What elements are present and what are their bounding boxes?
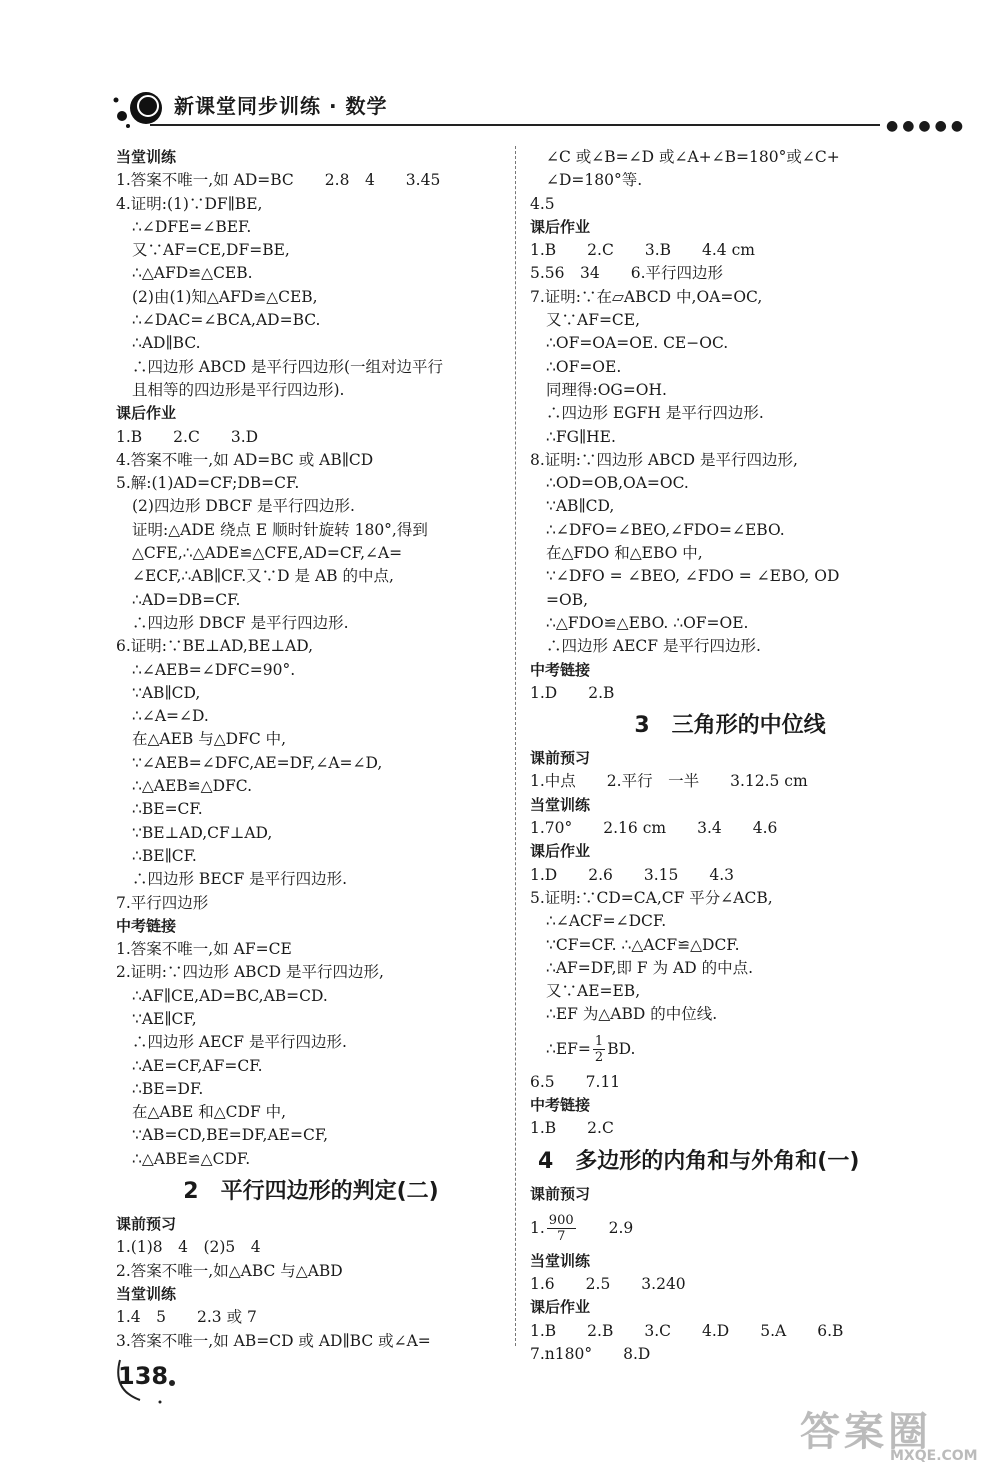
answer-line: 在△FDO 和△EBO 中, <box>546 544 703 563</box>
answer-line: △CFE,∴△ADE≌△CFE,AD=CF,∠A= <box>132 544 403 563</box>
answer-line: 1.D 2.B <box>530 683 615 702</box>
fraction-numerator: 900 <box>548 1213 574 1229</box>
answer-line: 4.5 <box>530 194 555 213</box>
answer-line: ∠D=180°等. <box>546 171 643 190</box>
section-heading: 当堂训练 <box>530 795 591 814</box>
answer-line: ∵AB∥CD, <box>546 497 615 516</box>
answer-line: ∵CF=CF. ∴△ACF≌△DCF. <box>546 935 740 954</box>
answer-line: ∴OF=OA=OE. CE−OC. <box>546 334 729 353</box>
answer-line: ∵∠DFO = ∠BEO, ∠FDO = ∠EBO, OD <box>546 567 840 586</box>
answer-line: 7.证明:∵在▱ABCD 中,OA=OC, <box>530 287 763 306</box>
answer-line: 1.4 5 2.3 或 7 <box>116 1308 257 1327</box>
fraction-denominator: 7 <box>557 1229 566 1245</box>
fraction-denominator: 2 <box>594 1050 604 1066</box>
answer-line: ∴∠ACF=∠DCF. <box>546 912 667 931</box>
answer-line: 2.答案不唯一,如△ABC 与△ABD <box>116 1261 343 1280</box>
answer-line: 5.解:(1)AD=CF;DB=CF. <box>116 474 300 493</box>
fraction-numerator: 1 <box>594 1034 604 1050</box>
answer-line: ∴四边形 BECF 是平行四边形. <box>132 870 348 889</box>
chapter-title: 4 多边形的内角和与外角和(一) <box>538 1148 860 1174</box>
answer-line: ∴△AEB≌△DFC. <box>132 777 253 796</box>
answer-line: 且相等的四边形是平行四边形). <box>132 380 345 399</box>
answer-line: ∴FG∥HE. <box>546 427 616 446</box>
answer-line-with-fraction <box>530 1206 930 1250</box>
answer-line: 8.证明:∵四边形 ABCD 是平行四边形, <box>530 450 798 469</box>
answer-line: 1.70° 2.16 cm 3.4 4.6 <box>530 819 778 838</box>
answer-line: ∴AF=DF,即 F 为 AD 的中点. <box>546 958 754 977</box>
answer-text: ∴EF= <box>546 1039 591 1058</box>
answer-line: 1.答案不唯一,如 AF=CE <box>116 940 292 959</box>
answer-line: 5.证明:∵CD=CA,CF 平分∠ACB, <box>530 888 773 907</box>
answer-line: ∴AF∥CE,AD=BC,AB=CD. <box>132 986 328 1005</box>
answer-line: ∴AD∥BC. <box>132 334 201 353</box>
chapter-title: 3 三角形的中位线 <box>634 713 826 739</box>
answer-line: (2)由(1)知△AFD≌△CEB, <box>132 287 318 306</box>
answer-line: ∴△ABE≌△CDF. <box>132 1149 251 1168</box>
answer-line: 1.6 2.5 3.240 <box>530 1275 686 1294</box>
answer-line: ∴四边形 ABCD 是平行四边形(一组对边平行 <box>132 357 444 376</box>
chapter-title: 2 平行四边形的判定(二) <box>183 1179 439 1205</box>
answer-line: 又∵AE=EB, <box>546 982 641 1001</box>
answer-text: 2.9 <box>577 1218 634 1237</box>
answer-line: ∴∠DFO=∠BEO,∠FDO=∠EBO. <box>546 520 785 539</box>
answer-line: ∴∠DAC=∠BCA,AD=BC. <box>132 311 321 330</box>
answer-line: 6.证明:∵BE⊥AD,BE⊥AD, <box>116 637 314 656</box>
section-heading: 课前预习 <box>530 749 591 768</box>
answer-line: ∴BE=CF. <box>132 800 203 819</box>
column-divider <box>515 146 516 1346</box>
left-column <box>116 146 506 1353</box>
answer-line: ∴EF 为△ABD 的中位线. <box>546 1005 718 1024</box>
section-heading: 当堂训练 <box>116 148 177 166</box>
answer-line: 1.B 2.B 3.C 4.D 5.A 6.B <box>530 1321 844 1340</box>
answer-line: 4.答案不唯一,如 AD=BC 或 AB∥CD <box>116 450 374 469</box>
answer-line: ∴BE∥CF. <box>132 846 197 865</box>
section-heading: 课后作业 <box>116 404 177 423</box>
answer-line: ∴BE=DF. <box>132 1079 204 1098</box>
fraction <box>547 1213 576 1244</box>
answer-line: 7.n180° 8.D <box>530 1345 651 1364</box>
header-dots: ●●●●● <box>886 118 968 134</box>
answer-line: 1.B 2.C 3.D <box>116 427 259 446</box>
answer-text: 1. <box>530 1218 545 1237</box>
section-heading: 课后作业 <box>530 842 591 861</box>
section-heading: 当堂训练 <box>116 1284 177 1303</box>
answer-line: ∴△FDO≌△EBO. ∴OF=OE. <box>546 613 749 632</box>
answer-line: ∠ECF,∴AB∥CF.又∵D 是 AB 的中点, <box>132 567 394 586</box>
fraction <box>593 1034 605 1065</box>
answer-line: 7.平行四边形 <box>116 893 209 912</box>
answer-line: 1.答案不唯一,如 AD=BC 2.8 4 3.45 <box>116 171 441 190</box>
answer-line: 1.B 2.C 3.B 4.4 cm <box>530 241 755 260</box>
answer-line: ∴OD=OB,OA=OC. <box>546 474 689 493</box>
answer-line: 4.证明:(1)∵DF∥BE, <box>116 194 263 213</box>
section-heading: 当堂训练 <box>530 1251 591 1270</box>
answer-line: ∴AE=CF,AF=CF. <box>132 1056 263 1075</box>
answer-line: ∴∠AEB=∠DFC=90°. <box>132 660 296 679</box>
answer-line: ∴AD=DB=CF. <box>132 590 241 609</box>
answer-line: ∴四边形 EGFH 是平行四边形. <box>546 404 764 423</box>
section-heading: 中考链接 <box>116 916 177 935</box>
watermark-logo: 答案圈 <box>800 1409 932 1455</box>
section-heading: 课后作业 <box>530 1298 591 1317</box>
answer-line: 2.证明:∵四边形 ABCD 是平行四边形, <box>116 963 384 982</box>
answer-line: ∴四边形 AECF 是平行四边形. <box>546 637 761 656</box>
answer-line: ∴∠A=∠D. <box>132 707 209 726</box>
watermark-url: MXQE.COM <box>890 1448 978 1464</box>
answer-line: 证明:△ADE 绕点 E 顺时针旋转 180°,得到 <box>132 520 428 539</box>
answer-line: ∴四边形 DBCF 是平行四边形. <box>132 613 349 632</box>
answer-line: ∵AE∥CF, <box>132 1009 197 1028</box>
watermark <box>800 1400 990 1470</box>
section-heading: 课后作业 <box>530 217 591 236</box>
answer-line-with-fraction <box>530 1027 930 1071</box>
answer-line: (2)四边形 DBCF 是平行四边形. <box>132 497 355 516</box>
answer-line: ∵AB∥CD, <box>132 683 201 702</box>
header-divider <box>150 124 880 126</box>
section-heading: 课前预习 <box>116 1215 177 1234</box>
answer-line: 在△ABE 和△CDF 中, <box>132 1103 287 1122</box>
answer-line: 1.中点 2.平行 一半 3.12.5 cm <box>530 772 808 791</box>
answer-line: ∴∠DFE=∠BEF. <box>132 217 252 236</box>
answer-line: ∴OF=OE. <box>546 357 622 376</box>
answer-line: ∵∠AEB=∠DFC,AE=DF,∠A=∠D, <box>132 753 383 772</box>
answer-line: 5.56 34 6.平行四边形 <box>530 264 724 283</box>
answer-line: ∴△AFD≌△CEB. <box>132 264 253 283</box>
answer-line: ∵BE⊥AD,CF⊥AD, <box>132 823 273 842</box>
section-heading: 课前预习 <box>530 1184 591 1203</box>
answer-line: ∵AB=CD,BE=DF,AE=CF, <box>132 1126 329 1145</box>
answer-line: 在△AEB 与△DFC 中, <box>132 730 287 749</box>
answer-line: ∠C 或∠B=∠D 或∠A+∠B=180°或∠C+ <box>546 148 840 166</box>
answer-line: 又∵AF=CE, <box>546 311 641 330</box>
answer-text: BD. <box>607 1039 636 1058</box>
answer-line: 3.答案不唯一,如 AB=CD 或 AD∥BC 或∠A= <box>116 1331 431 1350</box>
answer-line: 1.(1)8 4 (2)5 4 <box>116 1238 261 1257</box>
answer-line: 6.5 7.11 <box>530 1072 621 1091</box>
section-heading: 中考链接 <box>530 660 591 679</box>
answer-line: 又∵AF=CE,DF=BE, <box>132 241 290 260</box>
right-column <box>530 146 930 1366</box>
page-header <box>110 80 968 150</box>
book-title: 新课堂同步训练 · 数学 <box>174 94 388 118</box>
answer-line: =OB, <box>546 590 589 609</box>
answer-line: 1.B 2.C <box>530 1119 614 1138</box>
section-heading: 中考链接 <box>530 1095 591 1114</box>
answer-line: 同理得:OG=OH. <box>546 380 667 399</box>
answer-line: 1.D 2.6 3.15 4.3 <box>530 865 735 884</box>
page-number: 138 <box>118 1362 169 1390</box>
answer-line: ∴四边形 AECF 是平行四边形. <box>132 1033 347 1052</box>
